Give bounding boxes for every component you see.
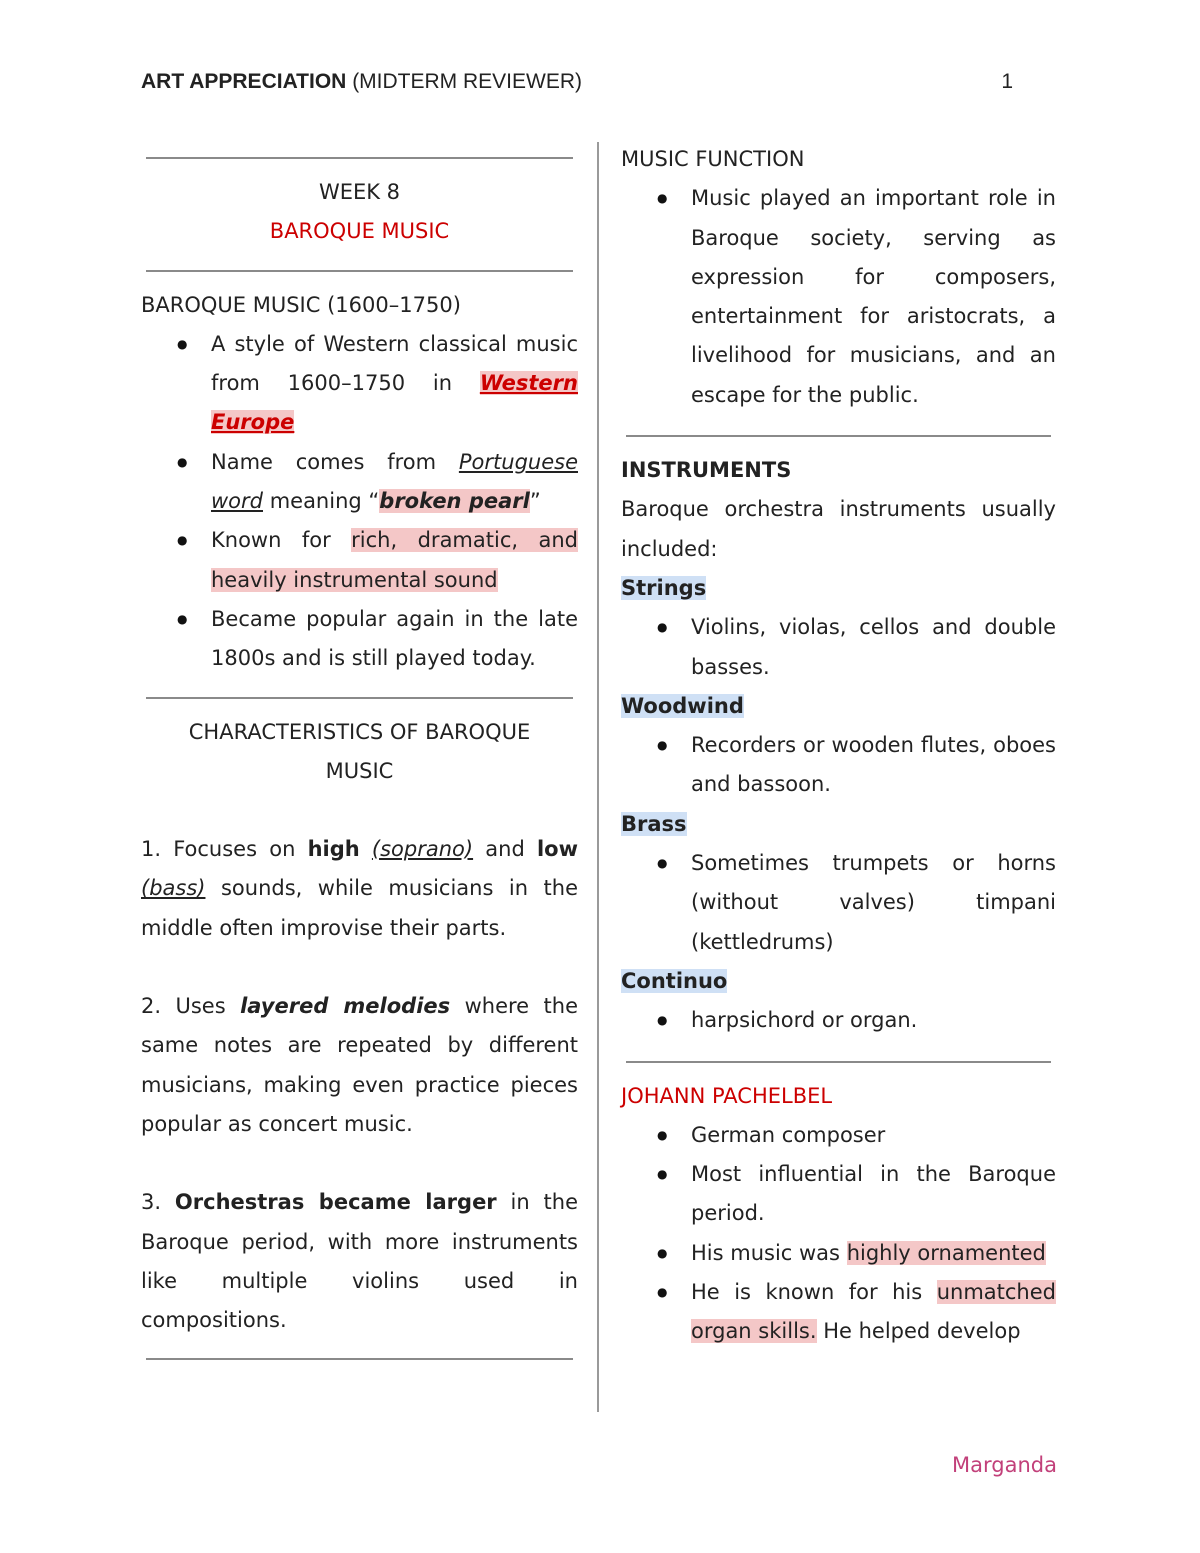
list-item: ● Sometimes trumpets or horns (without valves) timpani (kettledrums) [621, 844, 1056, 962]
emphasis: low [536, 837, 578, 862]
list-item: ● harpsichord or organ. [621, 1001, 1056, 1040]
emphasis: (bass) [141, 876, 206, 901]
paragraph [141, 830, 578, 948]
text: His music was [691, 1240, 840, 1265]
baroque-list [141, 325, 578, 679]
paragraph [141, 987, 578, 1144]
category-label: Brass [621, 811, 687, 836]
list-item [141, 443, 578, 522]
page-number: 1 [1001, 70, 1013, 93]
category-label: Strings [621, 575, 707, 600]
highlight: unmatched organ skills. [691, 1280, 1056, 1344]
section-title: MUSIC FUNCTION [621, 147, 805, 171]
highlight: highly ornamented [846, 1240, 1046, 1265]
list-item: ● German composer [621, 1116, 1056, 1155]
paragraph [141, 1183, 578, 1340]
week-label: WEEK 8 [318, 180, 401, 204]
emphasis: layered melodies [240, 994, 451, 1019]
text: A style of Western classical music from 1600–1750 in [211, 331, 578, 396]
right-column [621, 140, 1056, 1352]
divider [146, 1358, 573, 1360]
column-divider [597, 142, 599, 1412]
text: He is known for his [691, 1280, 923, 1305]
section-title: JOHANN PACHELBEL [621, 1083, 833, 1108]
emphasis: Portuguese word [211, 449, 578, 514]
text: where the same notes are repeated by different musicians, making even practice pieces popular as concert music. [141, 994, 578, 1136]
list-item [141, 521, 578, 600]
list-item [141, 600, 578, 679]
text: in the Baroque period, with more instruments like multiple violins used in compositions. [141, 1190, 578, 1333]
list-item: ● Violins, violas, cellos and double basses. [621, 608, 1056, 687]
section-title: INSTRUMENTS [621, 458, 792, 483]
text: 3. [141, 1190, 162, 1215]
list-item: ● Most influential in the Baroque period. [621, 1155, 1056, 1234]
text: meaning “ [269, 489, 380, 514]
highlight: rich, dramatic, and heavily instrumental sound [211, 528, 578, 592]
section-title-cont: MUSIC [325, 758, 394, 783]
topic-title: BAROQUE MUSIC [269, 219, 450, 244]
emphasis: (soprano) [371, 837, 474, 862]
list-item [621, 1273, 1056, 1352]
paragraph: Baroque orchestra instruments usually included: [621, 497, 1056, 561]
text: Known for [211, 528, 331, 553]
section-years: (1600–1750) [327, 292, 461, 317]
pachelbel-list [621, 1116, 1056, 1352]
page-header [141, 70, 1017, 94]
list-item: ● Recorders or wooden flutes, oboes and bassoon. [621, 726, 1056, 805]
list-item: ● Music played an important role in Baroque society, serving as expression for composers, entertainment for aristocrats, a livelihood for musicians, and an escape for the public. [621, 179, 1056, 415]
emphasis: high [307, 837, 360, 862]
text: 2. Uses [141, 994, 226, 1019]
text: He helped develop [823, 1319, 1021, 1344]
footer-author: Marganda [952, 1453, 1057, 1477]
text: Name comes from [211, 449, 437, 474]
category-label: Woodwind [621, 693, 744, 718]
left-column [141, 140, 578, 1360]
highlight: broken pearl [379, 489, 530, 514]
text: ” [529, 489, 541, 514]
text: sounds, while musicians in the middle often improvise their parts. [141, 876, 578, 940]
section-heading [141, 286, 578, 325]
function-list [621, 179, 1056, 415]
highlight: Western Europe [211, 371, 578, 435]
list-item [621, 1234, 1056, 1273]
emphasis: Orchestras became larger [174, 1190, 497, 1215]
header-subtitle: (MIDTERM REVIEWER) [352, 70, 583, 93]
header-title: ART APPRECIATION [141, 70, 347, 93]
list-item [141, 325, 578, 443]
text: and [485, 837, 525, 862]
section-title: CHARACTERISTICS OF BAROQUE [188, 719, 531, 744]
section-title: BAROQUE MUSIC [141, 292, 321, 317]
text: 1. Focuses on [141, 837, 296, 862]
category-label: Continuo [621, 968, 728, 993]
text: Became popular again in the late 1800s and is still played today. [211, 606, 578, 671]
